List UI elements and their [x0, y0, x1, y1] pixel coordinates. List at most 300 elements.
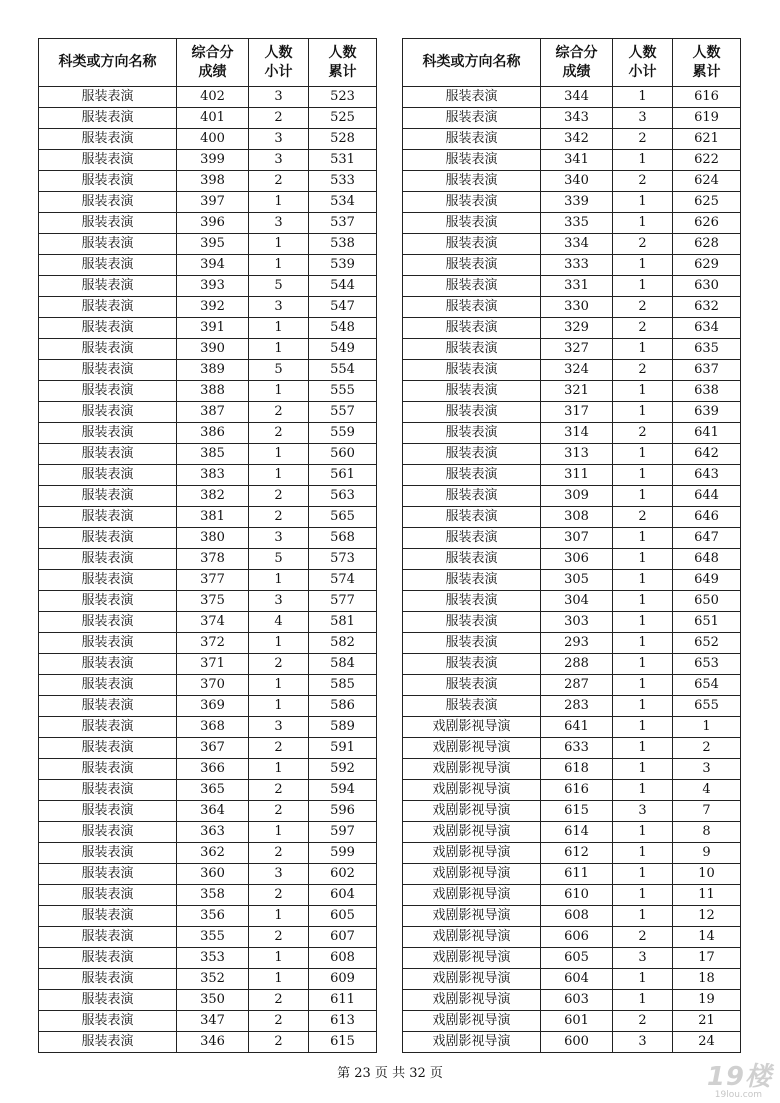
cell-score: 608 [541, 906, 613, 927]
cell-name: 服装表演 [403, 654, 541, 675]
table-row [403, 1011, 741, 1032]
table-row [403, 843, 741, 864]
cell-name: 服装表演 [403, 360, 541, 381]
cell-total: 568 [309, 528, 377, 549]
cell-total: 563 [309, 486, 377, 507]
cell-name: 戏剧影视导演 [403, 843, 541, 864]
cell-name: 服装表演 [39, 318, 177, 339]
cell-total: 597 [309, 822, 377, 843]
cell-total: 560 [309, 444, 377, 465]
cell-count: 1 [249, 675, 309, 696]
cell-name: 服装表演 [39, 1011, 177, 1032]
cell-name: 服装表演 [39, 696, 177, 717]
cell-name: 服装表演 [39, 339, 177, 360]
cell-total: 646 [673, 507, 741, 528]
cell-count: 1 [613, 864, 673, 885]
cell-score: 615 [541, 801, 613, 822]
cell-score: 303 [541, 612, 613, 633]
cell-name: 戏剧影视导演 [403, 780, 541, 801]
cell-score: 601 [541, 1011, 613, 1032]
cell-name: 服装表演 [39, 402, 177, 423]
table-row [403, 108, 741, 129]
header-name: 科类或方向名称 [403, 39, 541, 87]
cell-total: 573 [309, 549, 377, 570]
cell-count: 1 [613, 381, 673, 402]
cell-name: 戏剧影视导演 [403, 906, 541, 927]
cell-name: 戏剧影视导演 [403, 927, 541, 948]
cell-name: 服装表演 [39, 255, 177, 276]
table-row [39, 360, 377, 381]
table-row [39, 213, 377, 234]
table-row [39, 234, 377, 255]
cell-total: 653 [673, 654, 741, 675]
page-number: 第 23 页 共 32 页 [337, 1066, 443, 1081]
table-row [39, 801, 377, 822]
cell-total: 582 [309, 633, 377, 654]
cell-total: 592 [309, 759, 377, 780]
table-row [39, 108, 377, 129]
cell-name: 戏剧影视导演 [403, 885, 541, 906]
cell-total: 555 [309, 381, 377, 402]
cell-name: 服装表演 [39, 864, 177, 885]
table-row [403, 381, 741, 402]
cell-score: 381 [177, 507, 249, 528]
cell-name: 服装表演 [39, 129, 177, 150]
cell-name: 戏剧影视导演 [403, 717, 541, 738]
cell-total: 17 [673, 948, 741, 969]
cell-name: 服装表演 [39, 948, 177, 969]
cell-score: 402 [177, 87, 249, 108]
table-row [403, 234, 741, 255]
cell-total: 602 [309, 864, 377, 885]
cell-score: 321 [541, 381, 613, 402]
cell-score: 344 [541, 87, 613, 108]
cell-name: 服装表演 [403, 549, 541, 570]
cell-score: 347 [177, 1011, 249, 1032]
cell-name: 服装表演 [39, 570, 177, 591]
cell-score: 335 [541, 213, 613, 234]
cell-score: 350 [177, 990, 249, 1011]
table-row [403, 423, 741, 444]
cell-count: 2 [249, 1011, 309, 1032]
cell-total: 604 [309, 885, 377, 906]
table-row [403, 864, 741, 885]
cell-count: 2 [249, 108, 309, 129]
cell-count: 1 [613, 612, 673, 633]
table-row [39, 948, 377, 969]
cell-count: 1 [249, 696, 309, 717]
cell-score: 334 [541, 234, 613, 255]
table-row [39, 780, 377, 801]
cell-score: 396 [177, 213, 249, 234]
cell-count: 2 [613, 360, 673, 381]
cell-name: 戏剧影视导演 [403, 738, 541, 759]
cell-score: 386 [177, 423, 249, 444]
cell-name: 服装表演 [39, 927, 177, 948]
cell-name: 服装表演 [39, 591, 177, 612]
cell-count: 1 [249, 906, 309, 927]
cell-count: 2 [249, 843, 309, 864]
cell-count: 1 [249, 234, 309, 255]
cell-name: 服装表演 [39, 654, 177, 675]
cell-count: 3 [249, 129, 309, 150]
cell-count: 5 [249, 549, 309, 570]
cell-name: 服装表演 [39, 213, 177, 234]
cell-score: 388 [177, 381, 249, 402]
cell-score: 309 [541, 486, 613, 507]
table-row [39, 969, 377, 990]
cell-count: 2 [249, 402, 309, 423]
cell-total: 574 [309, 570, 377, 591]
cell-total: 8 [673, 822, 741, 843]
cell-count: 2 [249, 927, 309, 948]
cell-total: 557 [309, 402, 377, 423]
table-row [403, 717, 741, 738]
cell-total: 544 [309, 276, 377, 297]
table-row [39, 423, 377, 444]
cell-total: 622 [673, 150, 741, 171]
cell-name: 服装表演 [39, 234, 177, 255]
table-row [39, 591, 377, 612]
cell-total: 629 [673, 255, 741, 276]
cell-score: 368 [177, 717, 249, 738]
cell-score: 358 [177, 885, 249, 906]
table-header-row [39, 39, 377, 87]
cell-total: 565 [309, 507, 377, 528]
cell-name: 服装表演 [39, 675, 177, 696]
cell-score: 389 [177, 360, 249, 381]
cell-score: 382 [177, 486, 249, 507]
cell-count: 2 [249, 801, 309, 822]
cell-count: 3 [249, 717, 309, 738]
header-count: 人数 小计 [249, 39, 309, 87]
cell-total: 644 [673, 486, 741, 507]
cell-name: 服装表演 [39, 507, 177, 528]
table-row [403, 129, 741, 150]
cell-total: 648 [673, 549, 741, 570]
table-row [403, 318, 741, 339]
cell-score: 363 [177, 822, 249, 843]
cell-score: 305 [541, 570, 613, 591]
cell-total: 586 [309, 696, 377, 717]
cell-total: 626 [673, 213, 741, 234]
table-row [403, 213, 741, 234]
cell-score: 331 [541, 276, 613, 297]
cell-total: 637 [673, 360, 741, 381]
cell-name: 服装表演 [403, 171, 541, 192]
cell-name: 服装表演 [403, 696, 541, 717]
cell-count: 1 [613, 150, 673, 171]
table-row [403, 927, 741, 948]
cell-count: 1 [613, 780, 673, 801]
cell-count: 1 [613, 759, 673, 780]
cell-total: 621 [673, 129, 741, 150]
cell-count: 2 [249, 507, 309, 528]
cell-count: 2 [249, 423, 309, 444]
table-row [39, 486, 377, 507]
cell-count: 1 [613, 402, 673, 423]
cell-name: 服装表演 [39, 423, 177, 444]
table-row [403, 948, 741, 969]
cell-count: 2 [613, 297, 673, 318]
cell-name: 服装表演 [403, 255, 541, 276]
cell-score: 614 [541, 822, 613, 843]
cell-name: 服装表演 [39, 843, 177, 864]
cell-score: 317 [541, 402, 613, 423]
cell-total: 628 [673, 234, 741, 255]
cell-name: 服装表演 [39, 87, 177, 108]
cell-count: 2 [249, 738, 309, 759]
cell-count: 2 [613, 318, 673, 339]
cell-name: 戏剧影视导演 [403, 822, 541, 843]
table-row [39, 171, 377, 192]
cell-total: 561 [309, 465, 377, 486]
cell-name: 服装表演 [39, 276, 177, 297]
header-score: 综合分 成绩 [177, 39, 249, 87]
cell-score: 603 [541, 990, 613, 1011]
cell-count: 1 [613, 255, 673, 276]
cell-count: 1 [249, 570, 309, 591]
cell-name: 服装表演 [403, 402, 541, 423]
cell-total: 2 [673, 738, 741, 759]
cell-count: 1 [249, 255, 309, 276]
cell-score: 311 [541, 465, 613, 486]
cell-count: 2 [249, 654, 309, 675]
table-row [39, 654, 377, 675]
table-row [39, 927, 377, 948]
cell-count: 1 [613, 465, 673, 486]
table-row [403, 444, 741, 465]
cell-score: 283 [541, 696, 613, 717]
cell-count: 3 [249, 591, 309, 612]
cell-name: 服装表演 [403, 234, 541, 255]
cell-name: 服装表演 [39, 801, 177, 822]
cell-score: 342 [541, 129, 613, 150]
table-row [403, 738, 741, 759]
cell-count: 1 [249, 969, 309, 990]
cell-name: 服装表演 [403, 150, 541, 171]
cell-name: 服装表演 [39, 444, 177, 465]
table-row [403, 360, 741, 381]
cell-score: 641 [541, 717, 613, 738]
table-row [39, 318, 377, 339]
table-row [403, 297, 741, 318]
cell-name: 服装表演 [39, 612, 177, 633]
cell-count: 1 [249, 381, 309, 402]
cell-total: 525 [309, 108, 377, 129]
cell-name: 服装表演 [403, 486, 541, 507]
table-row [403, 171, 741, 192]
cell-total: 655 [673, 696, 741, 717]
cell-name: 服装表演 [39, 822, 177, 843]
cell-count: 1 [613, 885, 673, 906]
cell-score: 392 [177, 297, 249, 318]
cell-name: 服装表演 [39, 108, 177, 129]
table-row [39, 843, 377, 864]
cell-count: 2 [613, 1011, 673, 1032]
cell-total: 547 [309, 297, 377, 318]
cell-count: 3 [249, 297, 309, 318]
cell-score: 339 [541, 192, 613, 213]
table-row [39, 822, 377, 843]
cell-name: 服装表演 [39, 906, 177, 927]
cell-score: 356 [177, 906, 249, 927]
table-row [403, 633, 741, 654]
cell-total: 607 [309, 927, 377, 948]
cell-count: 1 [249, 465, 309, 486]
table-row [39, 759, 377, 780]
cell-score: 313 [541, 444, 613, 465]
cell-score: 340 [541, 171, 613, 192]
cell-count: 1 [613, 906, 673, 927]
table-row [403, 885, 741, 906]
table-row [403, 675, 741, 696]
cell-score: 362 [177, 843, 249, 864]
cell-count: 1 [613, 192, 673, 213]
cell-count: 1 [613, 654, 673, 675]
cell-score: 369 [177, 696, 249, 717]
table-row [403, 969, 741, 990]
table-row [403, 192, 741, 213]
cell-total: 549 [309, 339, 377, 360]
cell-score: 329 [541, 318, 613, 339]
cell-count: 1 [249, 822, 309, 843]
cell-name: 戏剧影视导演 [403, 759, 541, 780]
table-row [403, 696, 741, 717]
cell-name: 服装表演 [39, 885, 177, 906]
cell-total: 650 [673, 591, 741, 612]
cell-score: 611 [541, 864, 613, 885]
cell-count: 1 [249, 339, 309, 360]
cell-name: 服装表演 [39, 549, 177, 570]
table-row [403, 255, 741, 276]
cell-score: 390 [177, 339, 249, 360]
cell-count: 2 [613, 507, 673, 528]
cell-score: 293 [541, 633, 613, 654]
cell-total: 18 [673, 969, 741, 990]
table-row [403, 612, 741, 633]
cell-count: 1 [613, 276, 673, 297]
cell-total: 24 [673, 1032, 741, 1053]
cell-count: 2 [249, 1032, 309, 1053]
cell-count: 2 [249, 486, 309, 507]
cell-count: 3 [249, 150, 309, 171]
cell-score: 633 [541, 738, 613, 759]
cell-score: 367 [177, 738, 249, 759]
table-row [403, 780, 741, 801]
cell-score: 375 [177, 591, 249, 612]
cell-total: 611 [309, 990, 377, 1011]
cell-total: 21 [673, 1011, 741, 1032]
table-row [39, 612, 377, 633]
cell-total: 594 [309, 780, 377, 801]
cell-score: 371 [177, 654, 249, 675]
table-row [39, 717, 377, 738]
cell-total: 523 [309, 87, 377, 108]
table-row [403, 570, 741, 591]
table-row [39, 255, 377, 276]
cell-total: 638 [673, 381, 741, 402]
table-row [39, 549, 377, 570]
cell-count: 3 [249, 864, 309, 885]
cell-score: 612 [541, 843, 613, 864]
cell-score: 324 [541, 360, 613, 381]
cell-name: 服装表演 [39, 360, 177, 381]
table-row [39, 990, 377, 1011]
cell-name: 服装表演 [39, 738, 177, 759]
cell-name: 服装表演 [39, 969, 177, 990]
cell-name: 服装表演 [39, 633, 177, 654]
table-row [39, 906, 377, 927]
table-row [403, 801, 741, 822]
cell-total: 10 [673, 864, 741, 885]
cell-score: 353 [177, 948, 249, 969]
cell-score: 341 [541, 150, 613, 171]
cell-name: 服装表演 [403, 612, 541, 633]
cell-total: 539 [309, 255, 377, 276]
cell-name: 服装表演 [403, 318, 541, 339]
cell-count: 2 [249, 885, 309, 906]
cell-total: 534 [309, 192, 377, 213]
cell-name: 服装表演 [403, 423, 541, 444]
cell-total: 537 [309, 213, 377, 234]
cell-score: 387 [177, 402, 249, 423]
score-table-left [38, 38, 377, 1053]
cell-score: 380 [177, 528, 249, 549]
cell-score: 606 [541, 927, 613, 948]
cell-score: 401 [177, 108, 249, 129]
table-row [39, 465, 377, 486]
cell-total: 548 [309, 318, 377, 339]
cell-total: 652 [673, 633, 741, 654]
table-row [39, 675, 377, 696]
cell-count: 1 [613, 528, 673, 549]
cell-name: 服装表演 [403, 381, 541, 402]
cell-name: 服装表演 [39, 192, 177, 213]
cell-name: 服装表演 [403, 633, 541, 654]
cell-name: 服装表演 [39, 381, 177, 402]
table-row [39, 570, 377, 591]
cell-name: 服装表演 [403, 297, 541, 318]
table-row [39, 696, 377, 717]
table-row [403, 276, 741, 297]
cell-name: 戏剧影视导演 [403, 801, 541, 822]
cell-total: 599 [309, 843, 377, 864]
cell-total: 608 [309, 948, 377, 969]
cell-count: 1 [613, 990, 673, 1011]
cell-count: 1 [249, 192, 309, 213]
cell-total: 609 [309, 969, 377, 990]
cell-score: 308 [541, 507, 613, 528]
cell-name: 戏剧影视导演 [403, 1032, 541, 1053]
table-row [403, 486, 741, 507]
cell-total: 4 [673, 780, 741, 801]
cell-name: 服装表演 [39, 780, 177, 801]
cell-count: 3 [613, 1032, 673, 1053]
table-row [403, 339, 741, 360]
cell-count: 1 [613, 822, 673, 843]
table-row [403, 402, 741, 423]
cell-count: 1 [613, 738, 673, 759]
cell-name: 服装表演 [39, 1032, 177, 1053]
cell-score: 391 [177, 318, 249, 339]
table-row [403, 507, 741, 528]
cell-total: 642 [673, 444, 741, 465]
cell-count: 2 [613, 927, 673, 948]
cell-name: 戏剧影视导演 [403, 864, 541, 885]
cell-name: 服装表演 [403, 213, 541, 234]
header-total: 人数 累计 [309, 39, 377, 87]
